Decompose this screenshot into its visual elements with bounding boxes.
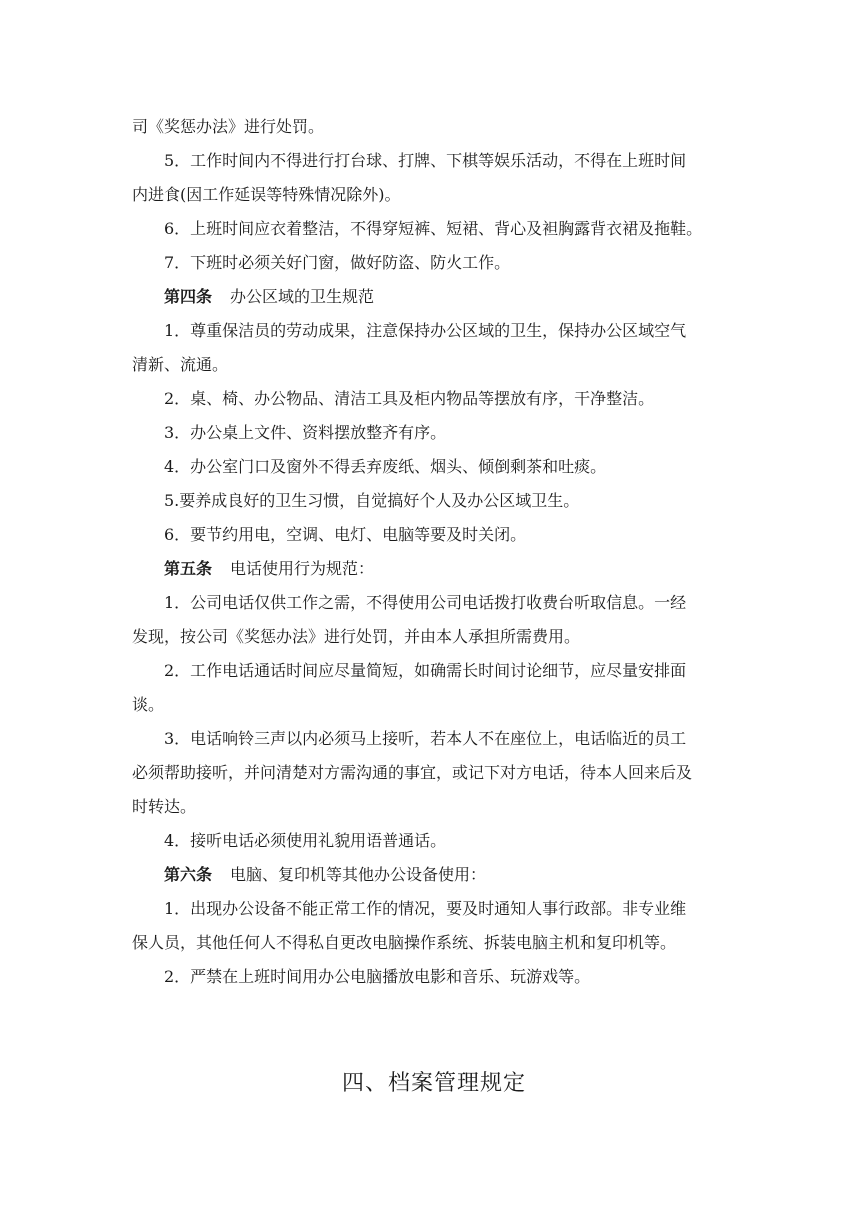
article-title-text: 办公区域的卫生规范: [230, 287, 375, 306]
article-number: 第四条: [164, 287, 213, 306]
rule-item: 2．桌、椅、办公物品、清洁工具及柜内物品等摆放有序，干净整洁。: [164, 389, 655, 408]
paragraph-line: 清新、流通。: [132, 355, 229, 374]
rule-item: 4．办公室门口及窗外不得丢弃废纸、烟头、倾倒剩茶和吐痰。: [164, 457, 607, 476]
paragraph-line: 必须帮助接听，并问清楚对方需沟通的事宜，或记下对方电话，待本人回来后及: [132, 763, 693, 782]
rule-item: 5．工作时间内不得进行打台球、打牌、下棋等娱乐活动，不得在上班时间: [164, 151, 687, 170]
article-number: 第六条: [164, 865, 213, 884]
article-heading: [132, 552, 740, 586]
rule-item: 2．严禁在上班时间用办公电脑播放电影和音乐、玩游戏等。: [164, 967, 591, 986]
paragraph-line: 司《奖惩办法》进行处罚。: [132, 117, 325, 136]
rule-item: 3．办公桌上文件、资料摆放整齐有序。: [164, 423, 447, 442]
rule-item: 5.要养成良好的卫生习惯，自觉搞好个人及办公区域卫生。: [164, 491, 580, 510]
article-heading: [132, 280, 740, 314]
body-text: [132, 110, 740, 994]
rule-item: 3．电话响铃三声以内必须马上接听，若本人不在座位上，电话临近的员工: [164, 729, 687, 748]
chapter-heading: 四、档案管理规定: [341, 1071, 526, 1096]
rule-item: 1．出现办公设备不能正常工作的情况，要及时通知人事行政部。非专业维: [164, 899, 687, 918]
rule-item: 6．要节约用电，空调、电灯、电脑等要及时关闭。: [164, 525, 527, 544]
paragraph-line: 内进食(因工作延误等特殊情况除外)。: [132, 185, 401, 204]
rule-item: 4．接听电话必须使用礼貌用语普通话。: [164, 831, 447, 850]
rule-item: 7．下班时必须关好门窗，做好防盗、防火工作。: [164, 253, 511, 272]
paragraph-line: 时转达。: [132, 797, 197, 816]
paragraph-line: 发现，按公司《奖惩办法》进行处罚，并由本人承担所需费用。: [132, 627, 581, 646]
paragraph-line: 谈。: [132, 695, 165, 714]
article-title-text: 电脑、复印机等其他办公设备使用：: [230, 865, 487, 884]
paragraph-line: 保人员，其他任何人不得私自更改电脑操作系统、拆装电脑主机和复印机等。: [132, 933, 677, 952]
rule-item: 1．尊重保洁员的劳动成果，注意保持办公区域的卫生，保持办公区域空气: [164, 321, 687, 340]
article-heading: [132, 858, 740, 892]
rule-item: 1．公司电话仅供工作之需，不得使用公司电话拨打收费台听取信息。一经: [164, 593, 687, 612]
rule-item: 2．工作电话通话时间应尽量简短，如确需长时间讨论细节，应尽量安排面: [164, 661, 687, 680]
article-title-text: 电话使用行为规范：: [230, 559, 375, 578]
rule-item: 6．上班时间应衣着整洁，不得穿短裤、短裙、背心及袒胸露背衣裙及拖鞋。: [164, 219, 703, 238]
article-number: 第五条: [164, 559, 213, 578]
